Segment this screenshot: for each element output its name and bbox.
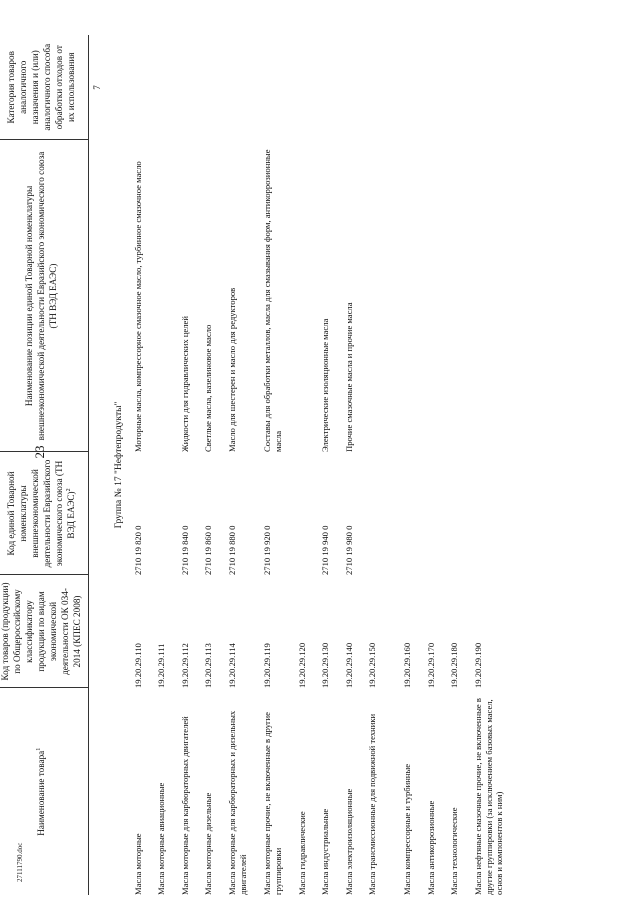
category-cell	[201, 35, 225, 140]
category-cell	[178, 35, 202, 140]
goods-name: Масла антикоррозионные	[425, 800, 436, 895]
tnved-code	[424, 452, 448, 575]
goods-name: Масла технологические	[449, 807, 460, 895]
okpd-code: 19.20.29.113	[203, 643, 214, 688]
group-title: Группа № 17 "Нефтепродукты"	[113, 401, 124, 529]
tnved-description	[424, 140, 448, 452]
tnved-description: Электрические изоляционные масла	[320, 318, 331, 452]
tnved-description	[365, 140, 400, 452]
okpd-code: 19.20.29.111	[156, 643, 167, 688]
tnved-description	[295, 140, 319, 452]
okpd-code: 19.20.29.119	[261, 643, 272, 688]
okpd-code: 19.20.29.130	[320, 642, 331, 688]
table-row	[365, 35, 400, 895]
category-cell	[471, 35, 523, 140]
tnved-description: Прочие смазочные масла и прочие масла	[343, 302, 354, 452]
tnved-code: 2710 19 980 0	[343, 525, 354, 575]
tnved-description	[471, 140, 523, 452]
okpd-code: 19.20.29.170	[425, 642, 436, 688]
table-row	[447, 35, 471, 895]
tnved-code: 2710 19 880 0	[226, 525, 237, 575]
tnved-code: 2710 19 820 0	[132, 525, 143, 575]
tnved-code	[400, 452, 424, 575]
okpd-code: 19.20.29.112	[179, 643, 190, 688]
category-cell	[365, 35, 400, 140]
category-cell	[342, 35, 366, 140]
header-okpd-code: Код товаров (продукции) по Общероссийскому классификатору продукции по видам экономической деятельности ОК 034-2014 (КПЕС 2008)	[0, 575, 88, 688]
tnved-description: Составы для обработки металлов, масла для смазывания форм, антикоррозионные масла	[261, 149, 283, 452]
goods-name: Масла трансмиссионные для подвижной техники	[367, 713, 378, 895]
footer-filename: 27111790.doc	[16, 842, 24, 882]
tnved-code	[154, 452, 178, 575]
table-row	[295, 35, 319, 895]
table-row	[178, 35, 202, 895]
table-row	[225, 35, 260, 895]
tnved-code: 2710 19 840 0	[179, 525, 190, 575]
goods-name: Масла моторные	[132, 833, 143, 895]
tnved-description: Моторные масла, компрессорное смазочное масло, турбинное смазочное масло	[132, 161, 143, 452]
tnved-code: 2710 19 860 0	[203, 525, 214, 575]
okpd-code: 19.20.29.120	[296, 642, 307, 688]
table-row	[424, 35, 448, 895]
okpd-code: 19.20.29.114	[226, 643, 237, 688]
okpd-code: 19.20.29.140	[343, 642, 354, 688]
category-cell	[447, 35, 471, 140]
table-row	[201, 35, 225, 895]
category-cell	[260, 35, 295, 140]
tnved-code: 2710 19 940 0	[320, 525, 331, 575]
tnved-description	[400, 140, 424, 452]
okpd-code: 19.20.29.190	[472, 642, 483, 688]
table-row	[154, 35, 178, 895]
column-number-row	[88, 35, 109, 895]
page-number: 23	[32, 445, 47, 459]
okpd-code: 19.20.29.150	[367, 642, 378, 688]
goods-name: Масла моторные для карбюраторных двигателей	[179, 716, 190, 895]
goods-name: Масла моторные дизельные	[203, 792, 214, 895]
tnved-code	[295, 452, 319, 575]
group-title-row	[109, 35, 131, 895]
goods-name: Масла индустриальные	[320, 808, 331, 895]
tnved-description	[154, 140, 178, 452]
category-cell	[154, 35, 178, 140]
rotated-table-wrapper	[0, 35, 505, 895]
goods-table	[0, 35, 523, 895]
category-cell	[131, 35, 155, 140]
tnved-description	[447, 140, 471, 452]
goods-name: Масла компрессорные и турбинные	[402, 763, 413, 895]
okpd-code: 19.20.29.110	[132, 643, 143, 688]
table-row	[131, 35, 155, 895]
okpd-code: 19.20.29.180	[449, 642, 460, 688]
okpd-code: 19.20.29.160	[402, 642, 413, 688]
tnved-description: Светлые масла, вазелиновое масло	[203, 324, 214, 452]
tnved-description: Масло для шестерен и масло для редукторов	[226, 287, 237, 452]
goods-name: Масла моторные для карбюраторных и дизельных двигателей	[226, 710, 248, 895]
table-row	[471, 35, 523, 895]
table-row	[260, 35, 295, 895]
tnved-description: Жидкости для гидравлических целей	[179, 316, 190, 452]
tnved-code	[365, 452, 400, 575]
table-header-row	[0, 35, 88, 895]
goods-name: Масла моторные прочие, не включенные в другие группировки	[261, 712, 283, 895]
category-cell	[225, 35, 260, 140]
category-cell	[295, 35, 319, 140]
tnved-code: 2710 19 920 0	[261, 525, 272, 575]
category-cell	[400, 35, 424, 140]
header-category: Категория товаров аналогичного назначения и (или) аналогичного способа обработки отходов от их использования	[0, 35, 88, 140]
tnved-code	[447, 452, 471, 575]
header-goods-name: Наименование товара$^1$	[0, 688, 88, 895]
table-row	[318, 35, 342, 895]
table-row	[400, 35, 424, 895]
goods-name: Масла нефтяные смазочные прочие, не включенные в другие группировки (за исключением базовых масел, основ и компонентов к ним)	[472, 698, 505, 895]
column-number: 7	[91, 85, 102, 90]
category-cell	[424, 35, 448, 140]
header-tnved-name: Наименование позиции единой Товарной номенклатуры внешнеэкономической деятельности Евразийского экономического союза (ТН ВЭД ЕАЭС)	[0, 140, 88, 452]
header-tnved-code: Код единой Товарной номенклатуры внешнеэкономической деятельности Евразийского экономического союза (ТН ВЭД ЕАЭС)$^2$	[0, 452, 88, 575]
goods-name: Масла электроизоляционные	[343, 788, 354, 895]
goods-name: Масла гидравлические	[296, 811, 307, 895]
tnved-code	[471, 452, 523, 575]
table-row	[342, 35, 366, 895]
goods-name: Масла моторные авиационные	[156, 782, 167, 895]
category-cell	[318, 35, 342, 140]
